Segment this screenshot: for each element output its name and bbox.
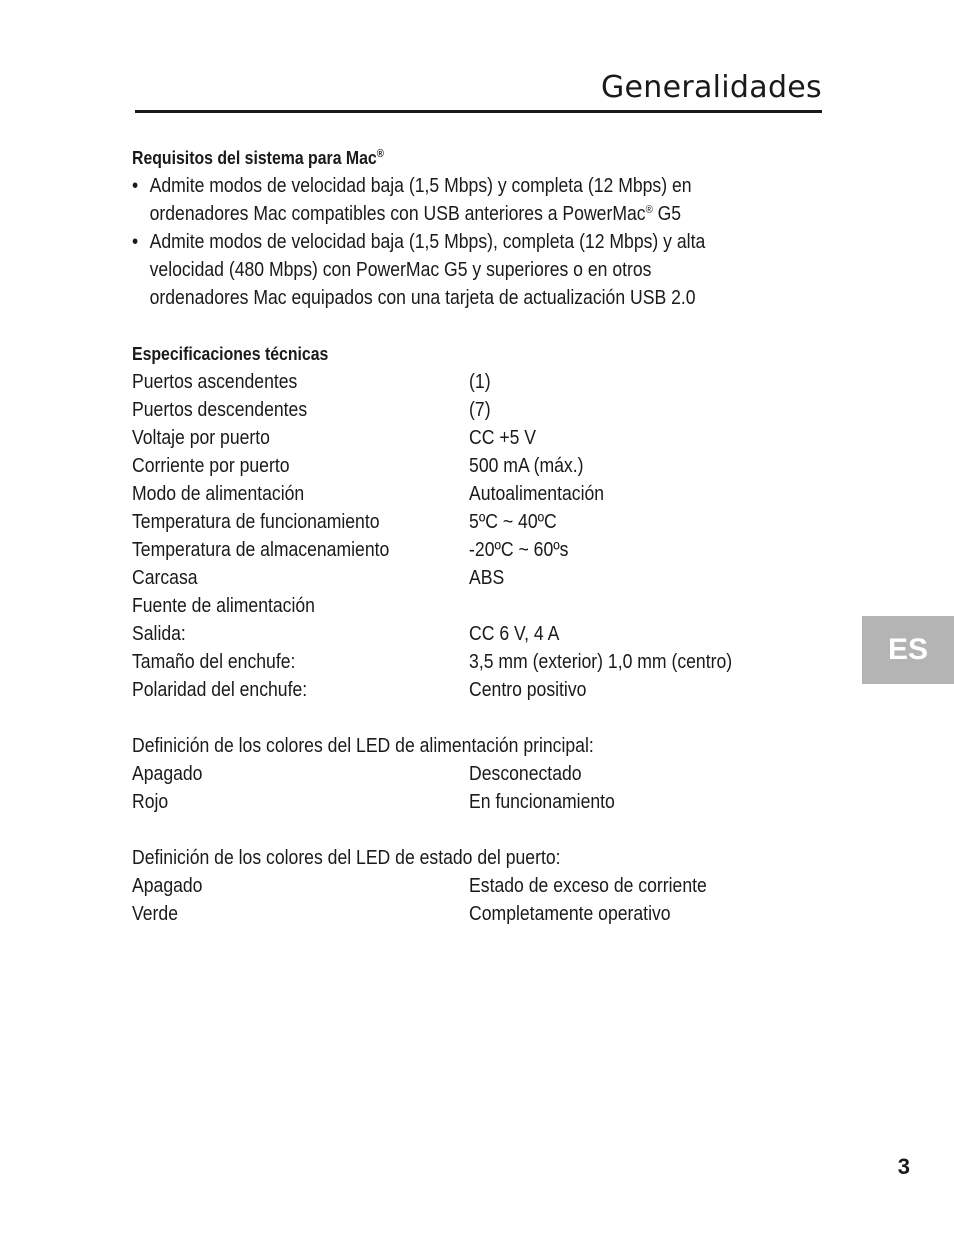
- main-led-heading: Definición de los colores del LED de alimentación principal:: [132, 735, 594, 757]
- led-meaning: En funcionamiento: [469, 791, 615, 813]
- title-rule: [135, 110, 822, 113]
- mac-requirements-heading: [132, 144, 748, 172]
- led-state: Verde: [132, 903, 178, 925]
- spec-value: (7): [469, 399, 491, 421]
- spec-label: Fuente de alimentación: [132, 595, 315, 617]
- led-row: [132, 900, 748, 928]
- specs-table: [132, 368, 748, 704]
- spec-label: Modo de alimentación: [132, 483, 305, 505]
- registered-mark: ®: [376, 148, 384, 160]
- spec-value: CC 6 V, 4 A: [469, 623, 560, 645]
- spec-value: Autoalimentación: [469, 483, 605, 505]
- spec-label: Polaridad del enchufe:: [132, 679, 308, 701]
- mac-requirements-list: [132, 172, 748, 312]
- spec-value: Centro positivo: [469, 679, 587, 701]
- mac-requirement-1-text: Admite modos de velocidad baja (1,5 Mbps) y completa (12 Mbps) en ordenadores Mac compatibles con USB anteriores a PowerMac: [149, 175, 692, 225]
- spec-value: -20ºC ~ 60ºs: [469, 539, 569, 561]
- led-state: Apagado: [132, 875, 203, 897]
- content: [132, 144, 748, 928]
- spec-value: CC +5 V: [469, 427, 537, 449]
- led-row: [132, 872, 748, 900]
- spec-label: Temperatura de almacenamiento: [132, 539, 390, 561]
- spec-row: [132, 508, 748, 536]
- spec-value: [469, 592, 748, 620]
- spacer: [132, 704, 748, 732]
- main-led-table: [132, 760, 748, 816]
- page-number: 3: [897, 1154, 910, 1179]
- spacer: [132, 816, 748, 844]
- spec-label: Tamaño del enchufe:: [132, 651, 296, 673]
- led-row: [132, 788, 748, 816]
- spec-row: [132, 480, 748, 508]
- mac-requirement-2: • Admite modos de velocidad baja (1,5 Mbps), completa (12 Mbps) y alta velocidad (480 Mbps) con PowerMac G5 y superiores o en otros ordenadores Mac equipados con una tarjeta de actualización USB 2.0: [132, 228, 748, 312]
- led-state: Apagado: [132, 763, 203, 785]
- spec-value: 3,5 mm (exterior) 1,0 mm (centro): [469, 651, 733, 673]
- spec-value: 5ºC ~ 40ºC: [469, 511, 557, 533]
- spec-label: Corriente por puerto: [132, 455, 290, 477]
- spec-row: [132, 452, 748, 480]
- spacer: [132, 312, 748, 340]
- spec-value: 500 mA (máx.): [469, 455, 584, 477]
- spec-row: [132, 592, 748, 620]
- registered-mark: ®: [645, 204, 653, 216]
- port-led-table: [132, 872, 748, 928]
- led-meaning: Completamente operativo: [469, 903, 671, 925]
- spec-label: Puertos descendentes: [132, 399, 308, 421]
- specs-heading: Especificaciones técnicas: [132, 344, 329, 364]
- spec-label: Voltaje por puerto: [132, 427, 270, 449]
- spec-label: Carcasa: [132, 567, 198, 589]
- spec-label: Puertos ascendentes: [132, 371, 298, 393]
- led-row: [132, 760, 748, 788]
- language-tab: ES: [862, 616, 954, 684]
- mac-requirement-1: [132, 172, 748, 228]
- led-meaning: Desconectado: [469, 763, 582, 785]
- page-title: Generalidades: [600, 70, 822, 105]
- spec-row: [132, 564, 748, 592]
- spec-row: [132, 368, 748, 396]
- spec-row: [132, 648, 748, 676]
- mac-requirements-heading-text: Requisitos del sistema para Mac: [132, 148, 377, 168]
- spec-value: (1): [469, 371, 491, 393]
- spec-row: [132, 536, 748, 564]
- spec-row: [132, 396, 748, 424]
- spec-label: Temperatura de funcionamiento: [132, 511, 380, 533]
- spec-row: [132, 620, 748, 648]
- spec-row: [132, 424, 748, 452]
- spec-value: ABS: [469, 567, 505, 589]
- spec-row: [132, 676, 748, 704]
- led-state: Rojo: [132, 791, 169, 813]
- port-led-heading: Definición de los colores del LED de estado del puerto:: [132, 847, 561, 869]
- spec-label: Salida:: [132, 623, 186, 645]
- mac-requirement-1-suffix: G5: [652, 203, 682, 225]
- led-meaning: Estado de exceso de corriente: [469, 875, 707, 897]
